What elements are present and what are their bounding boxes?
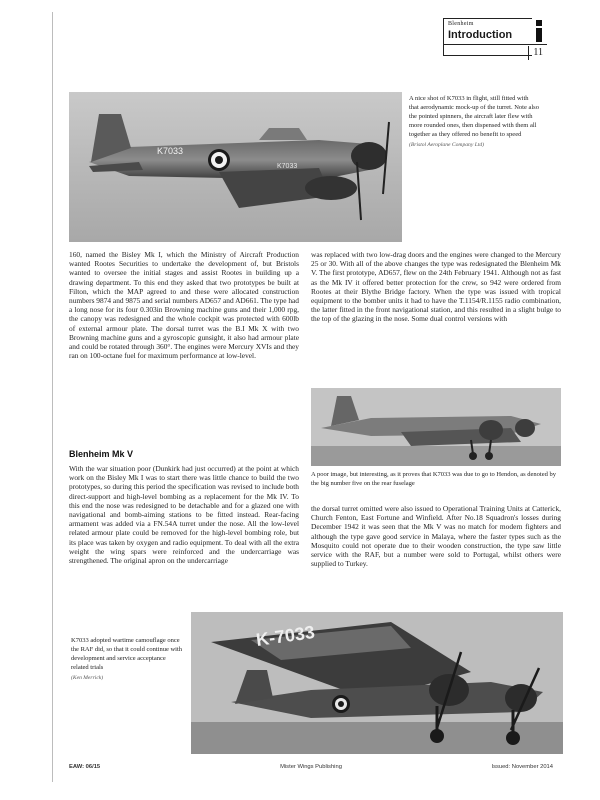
section-title: Introduction [448,29,513,41]
footer-issue-code: EAW: 06/15 [69,764,101,770]
magazine-page [52,12,569,782]
series-name: Blenheim [448,21,474,27]
body-text-col-c: With the war situation poor (Dunkirk had just occurred) at the point at which work on the Bisley Mk I was to start there was little chance to build the two prototypes, so during this period the specification was revised to include both direct-support and high-level bombing as a replacement for the Mk IV. To this end the nose was redesigned to be detachable and for a glazed one with navigational and bomb-aiming stations to be fitted instead. Rear-facing armament was added via a FN.54A turret under the nose. All the low-level related armour plate could be removed for the high-level bombing role, but its place was taken by oxygen and radio equipment. To deal with all the extra weight the wing spars were reinforced and the undercarriage was strengthened. The original apron on the undercarriage [69,464,299,566]
body-text-col-d: the dorsal turret omitted were also issued to Operational Training Units at Catterick, Church Fenton, East Fortune and Winfield. After No.18 Squadron's losses during December 1942 it was seen that the Mk V was no match for modern fighters and although the type gave good service in Malaya, where the faster types such as the Mosquito could not operate due to their wooden construction, the type saw little service with the RAF, but a number were sold to Portugal, whilst others were supplied to Turkey. [311,504,561,569]
photo-credit-top: (Bristol Aeroplane Company Ltd) [409,142,485,148]
photo-aircraft-camouflage [191,612,563,754]
photo-aircraft-in-flight [69,92,402,242]
photo-credit-bottom: (Ken Merrick) [71,675,104,681]
page-number: 11 [528,46,543,60]
footer-issue-date: Issued: November 2014 [491,764,553,770]
page-footer [69,762,553,776]
tail-serial: K7033 [157,146,184,156]
section-header [443,18,547,62]
body-text-col-a: 160, named the Bisley Mk I, which the Ministry of Aircraft Production wanted Rootes Securities to undertake the development of, but Bristols wanted to oversee the initial stages and assist Rootes in building up a drawing department. To this end they asked that two prototypes be built at Filton, which the MAP agreed to and these were allocated construction numbers 9874 and 9875 and serial numbers AD657 and AD661. The type had a long nose for its four 0.303in Browning machine guns and their 1,000 rpg, the canopy was redesigned and the whole cockpit was protected with 600lb of external armour plate. The dorsal turret was the B.I Mk X with two Browning machine guns and a gyroscopic gunsight, it also had armour plate and could be rotated through 360°. The engines were Mercury XVIs and they ran on 100-octane fuel for maximum performance at low-level. [69,250,299,361]
photo-caption-middle: A poor image, but interesting, as it proves that K7033 was due to go to Hendon, as denoted by the big number five on the rear fuselage [311,471,556,487]
photo-caption-top: A nice shot of K7033 in flight, still fitted with that aerodynamic mock-up of the turret. Note also the pointed spinners, the aircraft later flew with more rounded ones, then dispensed with them all together as they offered no benefit to speed (Bristol Aeroplane Company Ltd) [409,95,539,148]
subheading: Blenheim Mk V [69,449,134,459]
info-icon [532,18,546,44]
photo-caption-bottom: K7033 adopted wartime camouflage once the RAF did, so that it could continue with development and service acceptance related trials (Ken Merrick) [71,636,185,683]
section-header-box [443,18,532,56]
body-text-col-b: was replaced with two low-drag doors and the engines were changed to the Mercury 25 or 30. With all of the above changes the type was redesignated the Blenheim Mk V. The first prototype, AD657, flew on the 24th February 1941. Although not as fast as the Mk IV it offered better protection for the crew, so 942 were ordered from Rootes at their Blythe Bridge factory. When the type was issued with tropical equipment to the bomber units it had to have the T.1154/R.1155 radio combination, the latter fitted in the front navigational station, and this resulted in a slight bulge to the top of the glazing in the nose. Some dual control versions with [311,250,561,324]
photo-aircraft-ground-hendon [311,388,561,466]
footer-publisher: Mister Wings Publishing [280,764,342,770]
wing-serial: K-7033 [254,621,317,650]
fuselage-serial: K7033 [277,163,298,170]
